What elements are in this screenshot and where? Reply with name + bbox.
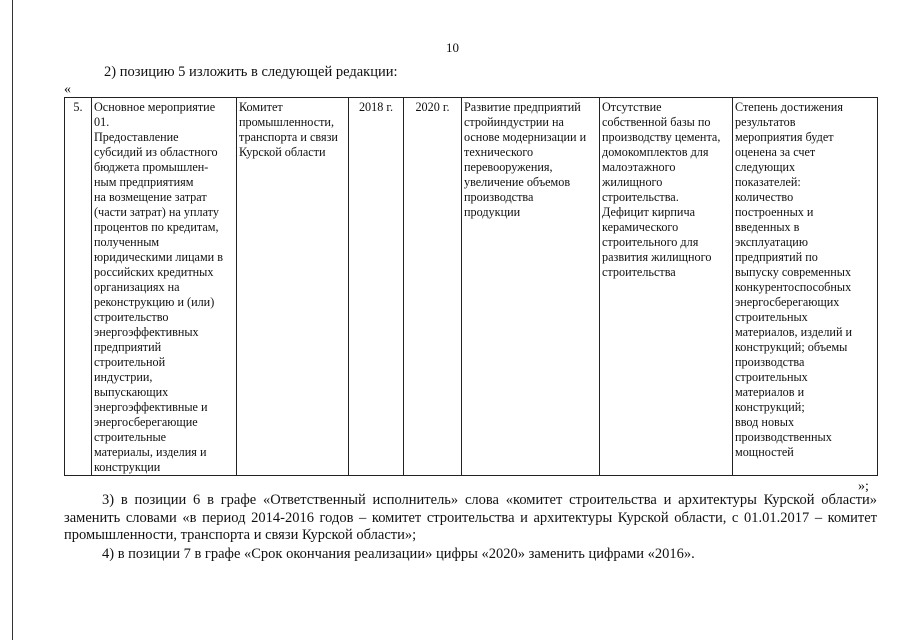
cell-line: строительство xyxy=(94,310,169,324)
cell-line: предприятий xyxy=(94,340,162,354)
opening-quote: « xyxy=(64,82,71,97)
cell-line: результатов xyxy=(735,115,796,129)
cell-line: Предоставление xyxy=(94,130,179,144)
cell-line: (части затрат) на уплату xyxy=(94,205,219,219)
cell-line: ным предприятиям xyxy=(94,175,194,189)
cell-line: производства xyxy=(464,190,534,204)
cell-line: Курской области xyxy=(239,145,326,159)
cell-line: материалов, изделий и xyxy=(735,325,853,339)
position-number: 5. xyxy=(65,98,92,476)
cell-line: производству цемента, xyxy=(602,130,721,144)
cell-line: развития жилищного xyxy=(602,250,712,264)
cell-line: увеличение объемов xyxy=(464,175,571,189)
cell-line: продукции xyxy=(464,205,521,219)
cell-line: оценена за счет xyxy=(735,145,816,159)
start-year-cell: 2018 г. xyxy=(349,98,404,476)
cell-line: промышленности, xyxy=(239,115,335,129)
cell-line: строительной xyxy=(94,355,166,369)
measure-cell xyxy=(92,98,237,476)
executor-cell xyxy=(237,98,349,476)
cell-line: жилищного xyxy=(602,175,663,189)
cell-line: керамического xyxy=(602,220,679,234)
cell-line: количество xyxy=(735,190,794,204)
cell-line: стройиндустрии на xyxy=(464,115,564,129)
page-left-edge xyxy=(12,0,13,640)
cell-line: строительные xyxy=(94,430,167,444)
result-cell xyxy=(462,98,600,476)
cell-line: перевооружения, xyxy=(464,160,553,174)
cell-line: строительных xyxy=(735,310,808,324)
cell-line: юридическими лицами в xyxy=(94,250,223,264)
paragraph-4: 4) в позиции 7 в графе «Срок окончания реализации» цифры «2020» заменить цифрами «2016». xyxy=(102,546,695,562)
cell-line: следующих xyxy=(735,160,796,174)
cell-line: производственных xyxy=(735,430,832,444)
cell-line: технического xyxy=(464,145,534,159)
cell-line: энергосберегающие xyxy=(94,415,198,429)
table-row xyxy=(65,98,878,476)
cell-line: мощностей xyxy=(735,445,794,459)
cell-line: введенных в xyxy=(735,220,800,234)
cell-line: показателей: xyxy=(735,175,801,189)
position-table xyxy=(64,97,878,476)
cell-line: организациях на xyxy=(94,280,180,294)
cell-line: энергоэффективные и xyxy=(94,400,208,414)
cell-line: основе модернизации и xyxy=(464,130,587,144)
paragraph-3: 3) в позиции 6 в графе «Ответственный исполнитель» слова «комитет строительства и архитектуры Курской области» заменить словами «в период 2014-2016 годов – комитет строительства и архитектуры Курской области, с 01.01.2017 – комитет промышленности, транспорта и связи Курской области»; xyxy=(64,492,877,543)
cell-line: на возмещение затрат xyxy=(94,190,207,204)
cell-line: энергосберегающих xyxy=(735,295,840,309)
cell-line: реконструкцию и (или) xyxy=(94,295,215,309)
indicators-cell xyxy=(733,98,878,476)
cell-line: энергоэффективных xyxy=(94,325,199,339)
cell-line: бюджета промышлен- xyxy=(94,160,209,174)
cell-line: субсидий из областного xyxy=(94,145,218,159)
page-number: 10 xyxy=(446,40,459,55)
risks-cell xyxy=(600,98,733,476)
cell-line: строительства. xyxy=(602,190,679,204)
cell-line: выпускающих xyxy=(94,385,169,399)
cell-line: строительства xyxy=(602,265,676,279)
cell-line: ввод новых xyxy=(735,415,795,429)
cell-line: малоэтажного xyxy=(602,160,676,174)
cell-line: процентов по кредитам, xyxy=(94,220,219,234)
cell-line: конкурентоспособных xyxy=(735,280,852,294)
cell-line: Дефицит кирпича xyxy=(602,205,695,219)
cell-line: производства xyxy=(735,355,805,369)
intro-text: 2) позицию 5 изложить в следующей редакции: xyxy=(104,64,398,80)
cell-line: материалы, изделия и xyxy=(94,445,207,459)
cell-line: конструкций; xyxy=(735,400,805,414)
cell-line: Основное мероприятие xyxy=(94,100,216,114)
cell-line: российских кредитных xyxy=(94,265,214,279)
end-year-cell: 2020 г. xyxy=(404,98,462,476)
cell-line: транспорта и связи xyxy=(239,130,338,144)
cell-line: индустрии, xyxy=(94,370,153,384)
cell-line: построенных и xyxy=(735,205,814,219)
cell-line: домокомплектов для xyxy=(602,145,709,159)
cell-line: эксплуатацию xyxy=(735,235,808,249)
cell-line: собственной базы по xyxy=(602,115,711,129)
cell-line: Комитет xyxy=(239,100,283,114)
closing-quote: »; xyxy=(858,479,869,494)
cell-line: строительного для xyxy=(602,235,699,249)
cell-line: предприятий по xyxy=(735,250,818,264)
cell-line: 01. xyxy=(94,115,110,129)
cell-line: мероприятия будет xyxy=(735,130,834,144)
cell-line: материалов и xyxy=(735,385,805,399)
cell-line: строительных xyxy=(735,370,808,384)
cell-line: конструкции xyxy=(94,460,161,474)
cell-line: полученным xyxy=(94,235,160,249)
cell-line: Развитие предприятий xyxy=(464,100,581,114)
cell-line: Отсутствие xyxy=(602,100,662,114)
cell-line: конструкций; объемы xyxy=(735,340,848,354)
cell-line: Степень достижения xyxy=(735,100,843,114)
cell-line: выпуску современных xyxy=(735,265,852,279)
